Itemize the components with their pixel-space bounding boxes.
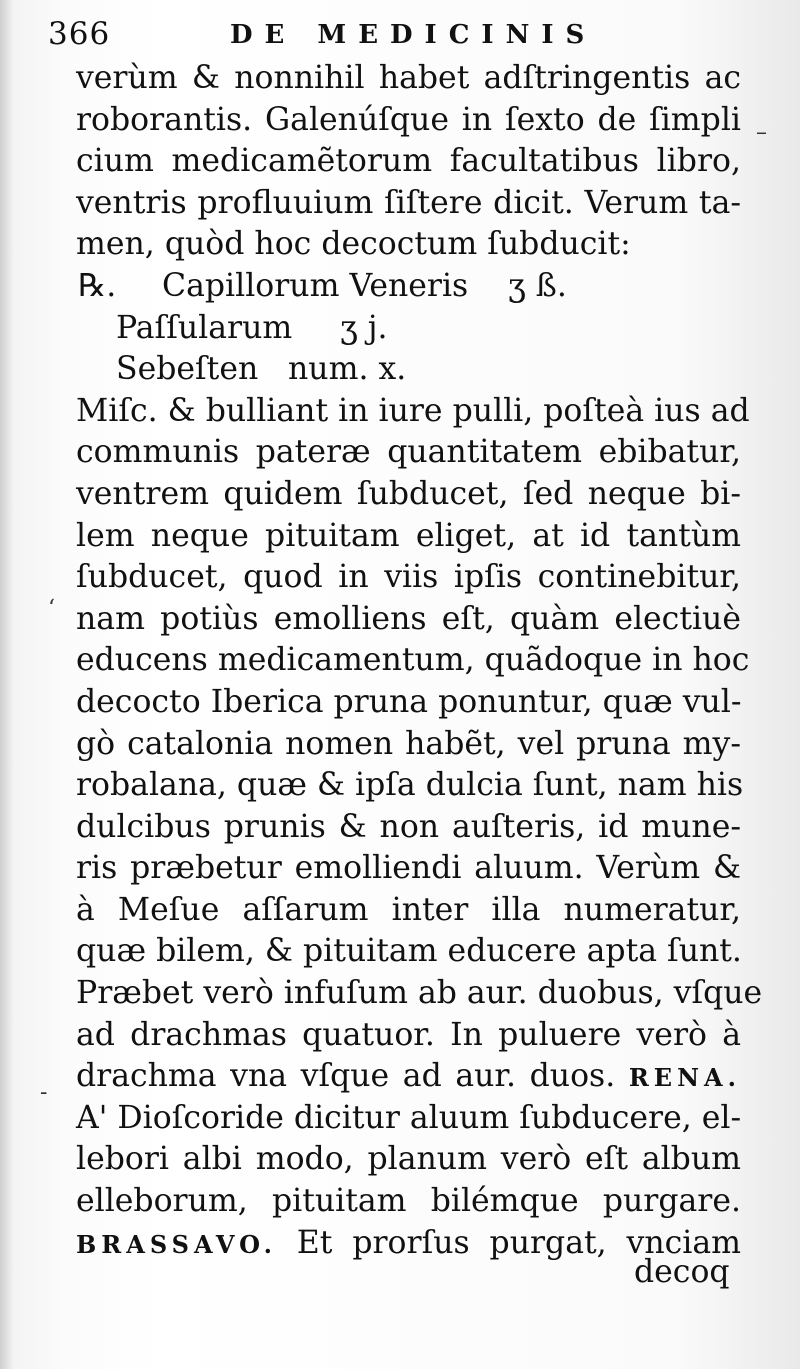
page-gutter-shadow — [0, 0, 14, 1369]
text-line: ventrem quidem ſubducet, ſed neque bi- — [76, 475, 741, 512]
recipe-symbol: ℞. — [78, 267, 117, 304]
margin-bracket-mark: ʻ — [48, 596, 55, 621]
text-line: gò catalonia nomen habẽt, vel pruna my- — [76, 725, 741, 762]
text-line: à Meſue aſſarum inter illa numeratur, — [76, 891, 741, 928]
text-line: ris præbetur emolliendi aluum. Verùm & — [76, 850, 741, 887]
speaker-label: BRASSAVO. — [76, 1229, 277, 1259]
text-line: elleborum, pituitam bilémque purgare. — [76, 1183, 741, 1220]
recipe-quantity: ʒ j. — [340, 309, 388, 346]
recipe-ingredient: Sebeſten — [116, 351, 259, 388]
running-head: DE MEDICINIS — [230, 20, 597, 50]
text-line: men, quòd hoc decoctum ſubducit: — [76, 226, 631, 263]
text-line: dulcibus prunis & non auſteris, id mune- — [76, 808, 741, 845]
text-line: nam potiùs emolliens eſt, quàm electiuè — [76, 600, 741, 637]
text-segment: drachma vna vſque ad aur. duos. — [76, 1058, 616, 1095]
text-line: ad drachmas quatuor. In puluere verò à — [76, 1016, 741, 1053]
recipe-quantity: ʒ ß. — [508, 267, 567, 304]
recipe-row — [76, 349, 741, 391]
body-text — [76, 58, 763, 1264]
text-line: roborantis. Galenúſque in ſexto de ſimpli — [76, 101, 741, 138]
text-line — [76, 1056, 741, 1098]
text-line: verùm & nonnihil habet adſtringentis ac — [76, 60, 741, 96]
text-line: lem neque pituitam eliget, at id tantùm — [76, 517, 741, 554]
text-line: Miſc. & bulliant in iure pulli, poſteà ius ad — [76, 392, 750, 429]
page-number: 366 — [48, 16, 111, 52]
text-line: ſubducet, quod in viis ipſis continebitur, — [76, 559, 741, 596]
text-line: quæ bilem, & pituitam educere apta ſunt. — [76, 933, 742, 970]
recipe-row — [76, 266, 741, 308]
text-line: communis pateræ quantitatem ebibatur, — [76, 434, 741, 471]
recipe-row — [76, 308, 741, 350]
text-segment: Et prorſus purgat, vnciam — [296, 1224, 741, 1261]
recipe-ingredient: Capillorum Veneris — [162, 267, 469, 304]
speaker-label: RENA. — [628, 1063, 741, 1093]
margin-dash-mark: – — [756, 120, 767, 145]
text-line: Præbet verò infuſum ab aur. duobus, vſque — [76, 975, 763, 1012]
text-line: educens medicamentum, quãdoque in hoc — [76, 642, 750, 679]
text-line: A' Dioſcoride dicitur aluum ſubducere, el- — [76, 1099, 742, 1136]
catchword: decoq — [634, 1254, 730, 1290]
margin-dash-mark: - — [40, 1080, 48, 1105]
text-line: ventris profluuium ſiſtere dicit. Verum ta- — [76, 184, 741, 221]
text-line: decocto Iberica pruna ponuntur, quæ vul- — [76, 683, 742, 720]
text-line: cium medicamẽtorum facultatibus libro, — [76, 143, 741, 180]
recipe-quantity: num. x. — [288, 351, 407, 388]
page-header — [40, 12, 740, 56]
text-line: robalana, quæ & ipſa dulcia ſunt, nam his — [76, 767, 744, 804]
text-line: lebori albi modo, planum verò eſt album — [76, 1141, 741, 1178]
recipe-ingredient: Paſſularum — [116, 309, 293, 346]
